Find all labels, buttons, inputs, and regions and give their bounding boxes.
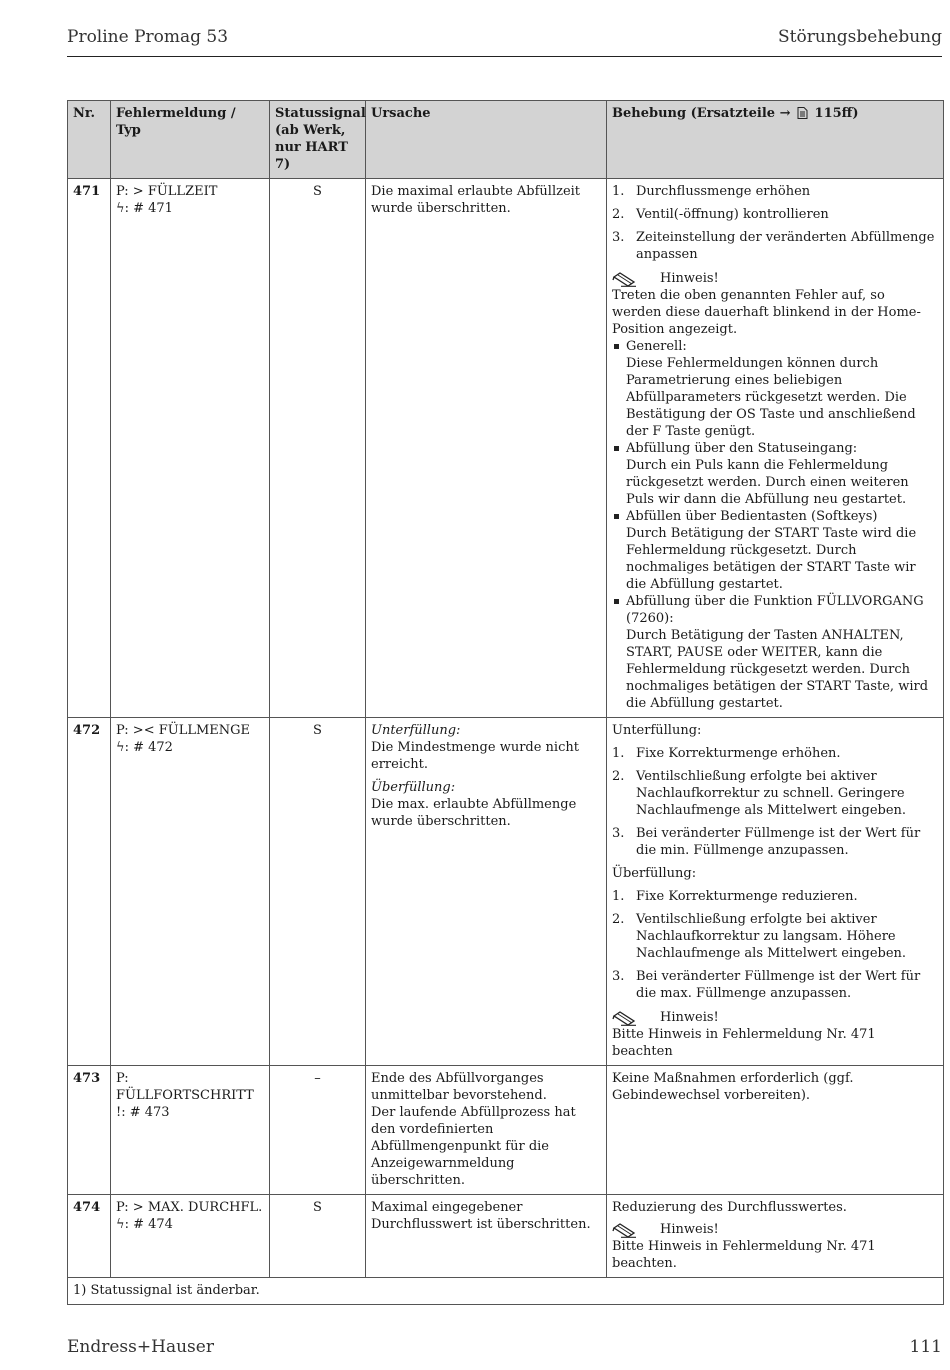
column-header-fix xyxy=(607,101,944,179)
document-icon xyxy=(797,107,808,119)
note-head xyxy=(612,1008,938,1026)
row-nr: 472 xyxy=(68,718,111,1066)
cause-overfill-text: Die max. erlaubte Abfüllmenge wurde überschritten. xyxy=(371,797,577,829)
row-nr: 474 xyxy=(68,1195,111,1278)
fix-steps-list xyxy=(612,183,938,263)
header-divider xyxy=(67,56,942,57)
row-fix xyxy=(607,1195,944,1278)
page-number: 111 xyxy=(909,1337,942,1357)
cause-underfill-label: Unterfüllung: xyxy=(371,723,461,738)
fix-underfill-steps xyxy=(612,745,938,859)
note-block xyxy=(612,1008,938,1060)
list-item: 1. Durchflussmenge erhöhen xyxy=(612,184,811,199)
cause-text: Ende des Abfüllvorganges unmittelbar bevorstehend. xyxy=(371,1071,547,1103)
cause-overfill-label: Überfüllung: xyxy=(371,780,456,795)
note-text: Treten die oben genannten Fehler auf, so werden diese dauerhaft blinkend in der Home-Position angezeigt. xyxy=(612,288,921,337)
list-item: Abfüllen über Bedientasten (Softkeys) Durch Betätigung der START Taste wird die Fehlermeldung rückgesetzt. Durch nochmaliges betätigen der START Taste wir die Abfüllung gestartet. xyxy=(612,508,938,593)
row-fix: Keine Maßnahmen erforderlich (ggf. Gebindewechsel vorbereiten). xyxy=(607,1066,944,1195)
table-header-row xyxy=(68,101,944,179)
list-item: 1. Fixe Korrekturmenge reduzieren. xyxy=(612,889,858,904)
list-item: Generell: Diese Fehlermeldungen können durch Parametrierung eines beliebigen Abfüllparameters rückgesetzt werden. Die Bestätigung der OS Taste und anschließend der F Taste genügt. xyxy=(612,338,938,440)
column-header-fix-suffix: 115ff) xyxy=(814,106,859,121)
row-type xyxy=(111,1066,270,1195)
footer-company: Endress+Hauser xyxy=(67,1337,214,1357)
pencil-note-icon xyxy=(612,269,638,287)
column-header-nr: Nr. xyxy=(68,101,111,179)
list-item: 2. Ventilschließung erfolgte bei aktiver Nachlaufkorrektur zu schnell. Geringere Nachlaufmenge als Mittelwert eingeben. xyxy=(612,769,907,818)
list-item: 2. Ventil(-öffnung) kontrollieren xyxy=(612,207,829,222)
row-cause: Die maximal erlaubte Abfüllzeit wurde überschritten. xyxy=(366,179,607,718)
row-type-line2: ϟ: # 474 xyxy=(116,1217,173,1232)
note-label: Hinweis! xyxy=(660,1221,719,1237)
row-type-line1: P: > FÜLLZEIT xyxy=(116,184,218,199)
note-label: Hinweis! xyxy=(660,1009,719,1025)
row-cause xyxy=(366,1066,607,1195)
note-block xyxy=(612,269,938,338)
column-header-fix-prefix: Behebung (Ersatzteile → xyxy=(612,106,791,121)
fix-text: Reduzierung des Durchflusswertes. xyxy=(612,1200,847,1215)
fix-overfill-steps xyxy=(612,888,938,1002)
table-footnote: 1) Statussignal ist änderbar. xyxy=(68,1278,944,1305)
note-bullets xyxy=(612,338,938,712)
row-type xyxy=(111,179,270,718)
row-type-line1: P: > MAX. DURCHFL. xyxy=(116,1200,263,1215)
row-fix xyxy=(607,718,944,1066)
table-row xyxy=(68,179,944,718)
header-product-name: Proline Promag 53 xyxy=(67,27,229,47)
note-text: Bitte Hinweis in Fehlermeldung Nr. 471 beachten xyxy=(612,1027,876,1059)
row-type xyxy=(111,718,270,1066)
pencil-note-icon xyxy=(612,1220,638,1238)
list-item: 2. Ventilschließung erfolgte bei aktiver Nachlaufkorrektur zu langsam. Höhere Nachlaufmenge als Mittelwert eingeben. xyxy=(612,912,907,961)
row-type-line2: ϟ: # 472 xyxy=(116,740,173,755)
list-item: Abfüllung über den Statuseingang: Durch ein Puls kann die Fehlermeldung rückgesetzt werden. Durch einen weiteren Puls wir dann die Abfüllung neu gestartet. xyxy=(612,440,938,508)
header-section-title: Störungsbehebung xyxy=(778,27,942,47)
fix-underfill-label: Unterfüllung: xyxy=(612,723,702,738)
table-row xyxy=(68,718,944,1066)
note-head xyxy=(612,1220,938,1238)
row-type-line1: P: >< FÜLLMENGE xyxy=(116,723,251,738)
column-header-type: Fehlermeldung / Typ xyxy=(111,101,270,179)
row-fix xyxy=(607,179,944,718)
list-item: Abfüllung über die Funktion FÜLLVORGANG (7260): Durch Betätigung der Tasten ANHALTEN, START, PAUSE oder WEITER, kann die Fehlermeldung rückgesetzt werden. Durch nochmaliges betätigen der START Taste, wird die Abfüllung gestartet. xyxy=(612,593,938,712)
row-status: S xyxy=(270,179,366,718)
row-type-line2: ϟ: # 471 xyxy=(116,201,173,216)
table-footnote-row xyxy=(68,1278,944,1305)
row-type xyxy=(111,1195,270,1278)
column-header-status: Statussignal (ab Werk, nur HART 7) xyxy=(270,101,366,179)
table-row xyxy=(68,1195,944,1278)
fix-overfill-label: Überfüllung: xyxy=(612,866,697,881)
row-cause xyxy=(366,718,607,1066)
note-head xyxy=(612,269,938,287)
list-item: 3. Bei veränderter Füllmenge ist der Wert für die min. Füllmenge anzupassen. xyxy=(612,826,921,858)
row-status: S xyxy=(270,718,366,1066)
row-type-line1: P: FÜLLFORTSCHRITT xyxy=(116,1071,254,1103)
row-nr: 473 xyxy=(68,1066,111,1195)
cause-underfill-text: Die Mindestmenge wurde nicht erreicht. xyxy=(371,740,579,772)
list-item: 1. Fixe Korrekturmenge erhöhen. xyxy=(612,746,841,761)
column-header-cause: Ursache xyxy=(366,101,607,179)
pencil-note-icon xyxy=(612,1008,638,1026)
row-status: S xyxy=(270,1195,366,1278)
row-status: – xyxy=(270,1066,366,1195)
cause-text-2: Der laufende Abfüllprozess hat den vordefinierten Abfüllmengenpunkt für die Anzeigewarnmeldung überschritten. xyxy=(371,1105,576,1188)
row-type-line2: !: # 473 xyxy=(116,1105,170,1120)
list-item: 3. Zeiteinstellung der veränderten Abfüllmenge anpassen xyxy=(612,230,935,262)
row-cause: Maximal eingegebener Durchflusswert ist überschritten. xyxy=(366,1195,607,1278)
note-block xyxy=(612,1220,938,1272)
row-nr: 471 xyxy=(68,179,111,718)
error-message-table xyxy=(67,100,944,1305)
note-text: Bitte Hinweis in Fehlermeldung Nr. 471 beachten. xyxy=(612,1239,876,1271)
table-row xyxy=(68,1066,944,1195)
note-label: Hinweis! xyxy=(660,270,719,286)
list-item: 3. Bei veränderter Füllmenge ist der Wert für die max. Füllmenge anzupassen. xyxy=(612,969,921,1001)
